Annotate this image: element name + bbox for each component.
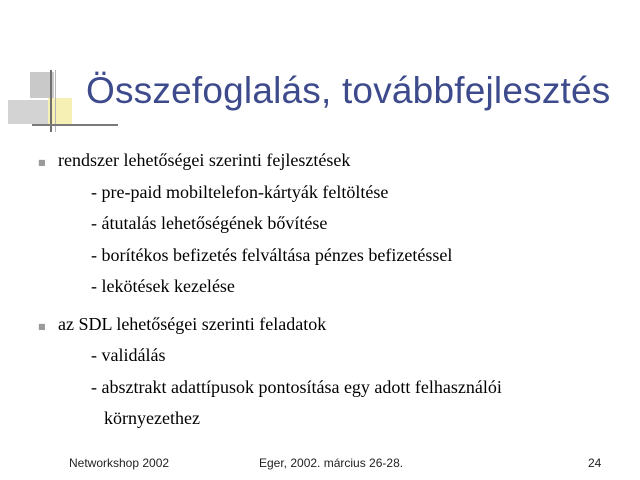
- list-item: - validálás: [91, 345, 166, 365]
- list-item-continuation: környezethez: [104, 408, 200, 428]
- square-bullet-icon: ■: [38, 158, 46, 167]
- list-item: - absztrakt adattípusok pontosítása egy adott felhasználói: [91, 377, 502, 397]
- list-item: - borítékos befizetés felváltása pénzes befizetéssel: [91, 245, 453, 265]
- slide-title: Összefoglalás, továbbfejlesztés: [86, 70, 611, 111]
- square-bullet-icon: ■: [38, 322, 46, 331]
- list-item: - átutalás lehetőségének bővítése: [91, 213, 328, 233]
- list-item: - lekötések kezelése: [91, 276, 235, 296]
- section-heading: rendszer lehetőségei szerinti fejlesztések: [58, 150, 351, 170]
- section-heading: az SDL lehetőségei szerinti feladatok: [58, 314, 327, 334]
- footer-left: Networkshop 2002: [69, 456, 170, 470]
- page-number: 24: [588, 456, 602, 470]
- footer-center: Eger, 2002. március 26-28.: [259, 456, 404, 470]
- list-item: - pre-paid mobiltelefon-kártyák feltöltése: [91, 182, 389, 202]
